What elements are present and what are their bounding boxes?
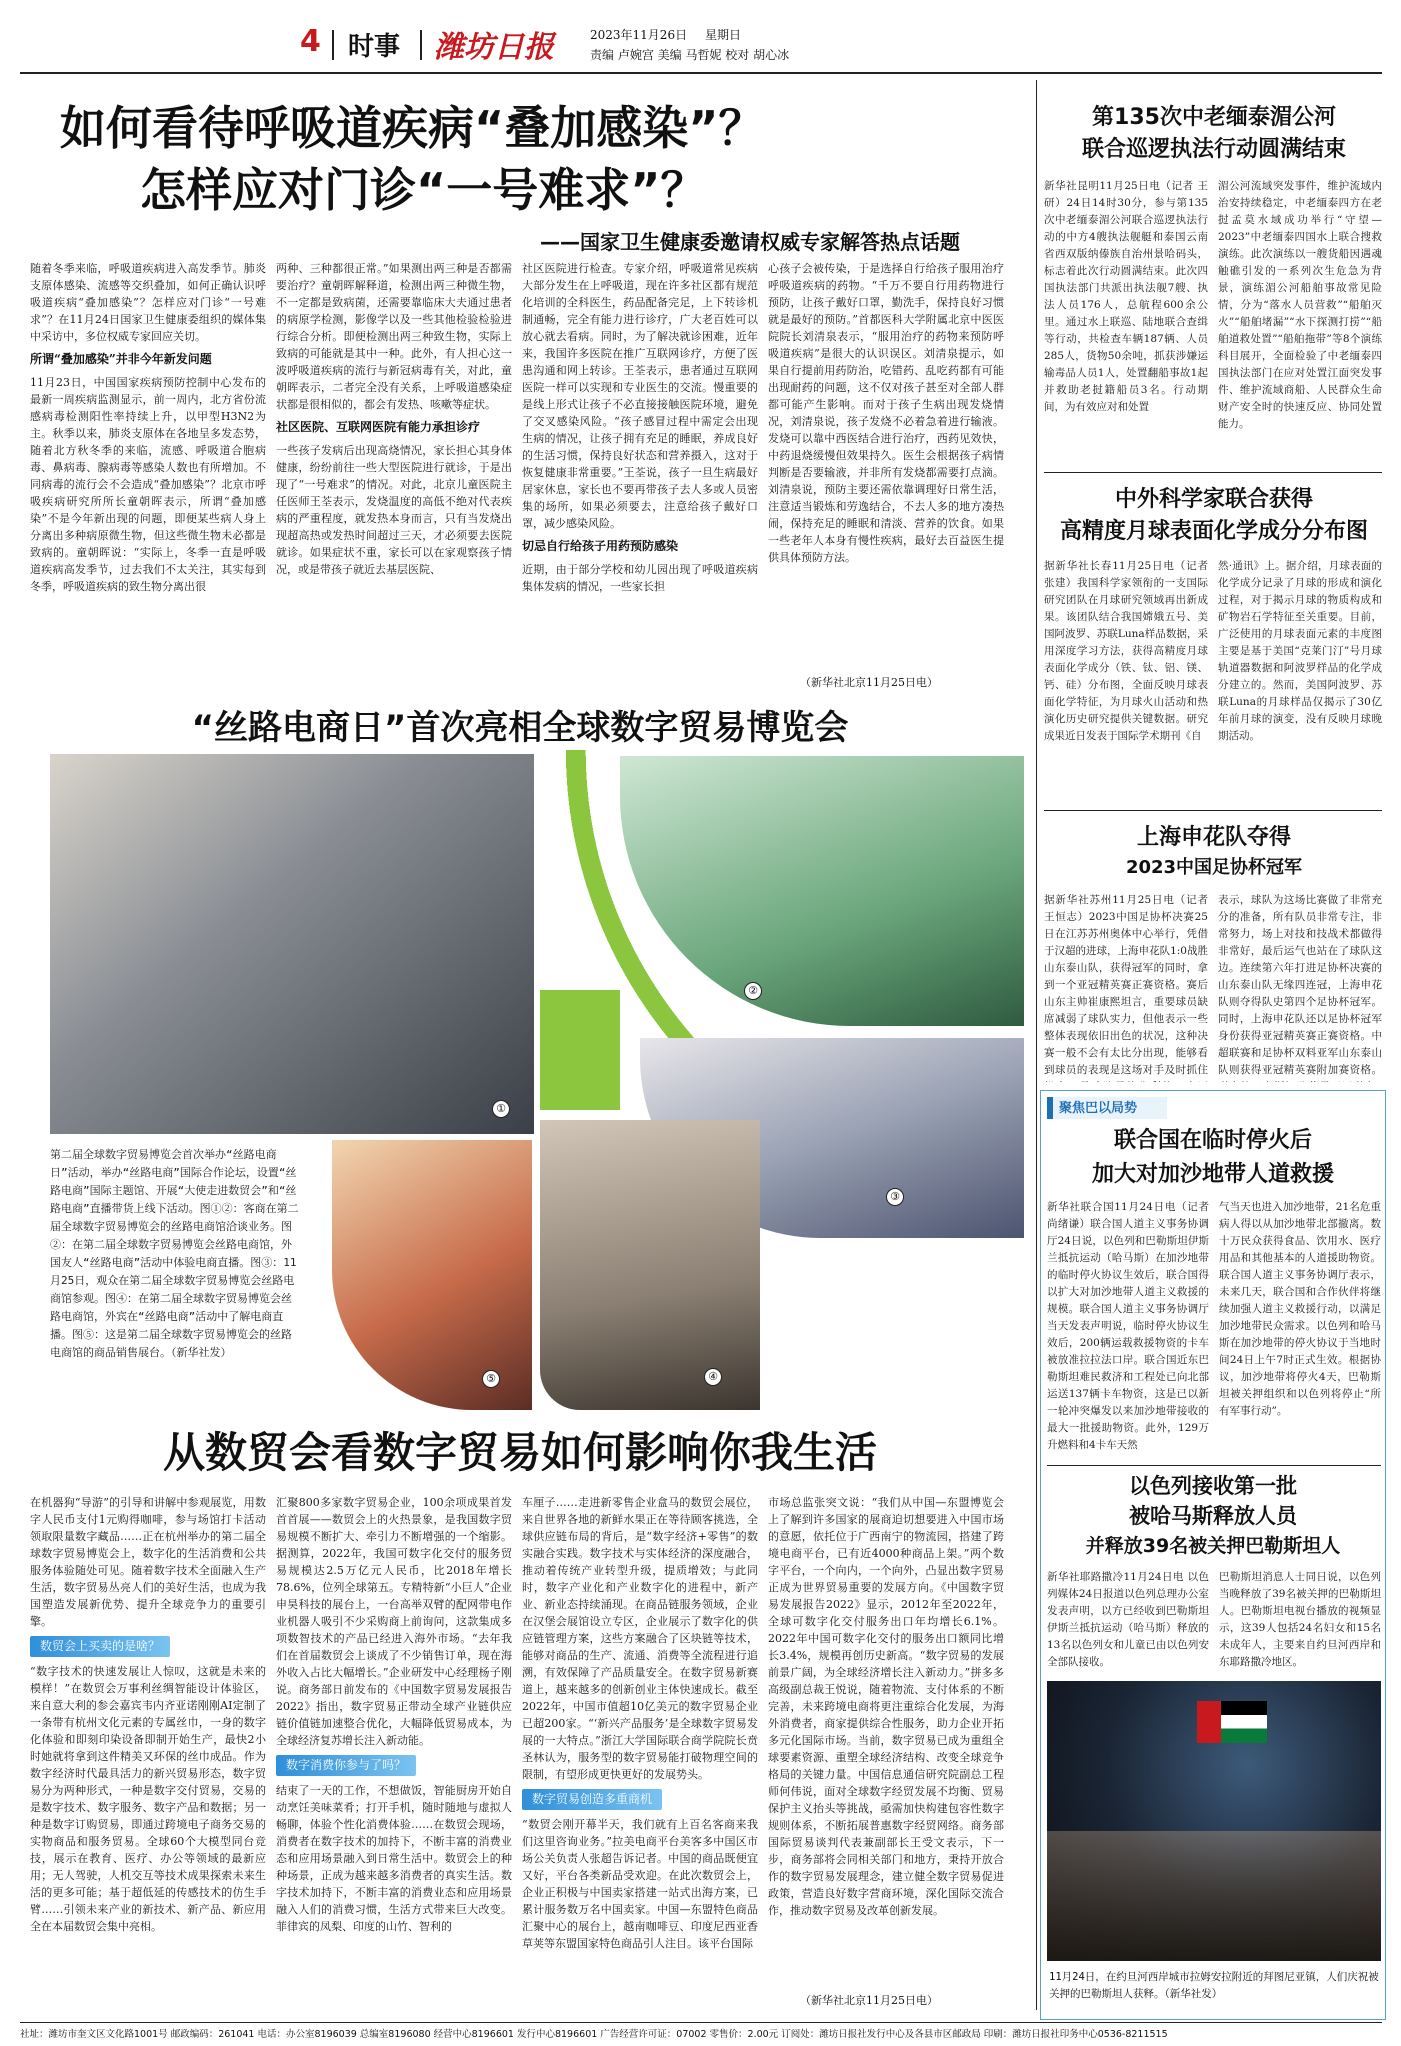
lead-headline-2: 怎样应对门诊“一号难求”？ <box>140 163 707 217</box>
focus-col-1: 新华社联合国11月24日电（记者 尚绪谦）联合国人道主义事务协调厅24日说，以色列和巴勒斯坦伊斯兰抵抗运动（哈马斯）在加沙地带的临时停火协议生效后，联合国得以扩大对加沙地带人道主义救援的规模。联合国人道主义事务协调厅当天发表声明说，临时停火协议生效后，200辆运载救援物资的卡车被放准拉拉法口岸。联合国近东巴勒斯坦难民救济和工程处已向北部运送137辆卡车物资，这是已以新一轮冲突爆发以来加沙地带接收的最大一批援助物资。此外，129万升燃料和4卡车天然 <box>1047 1201 1209 1451</box>
focus-col-2: 气当天也进入加沙地带，21名危重病人得以从加沙地带北部撤离。数十万民众获得食品、饮用水、医疗用品和其他基本的人道援助物资。联合国人道主义事务协调厅表示，未来几天，联合国和合作伙伴将继续加强人道主义救援行动，以满足加沙地带民众需求。以色列和哈马斯在加沙地带的停火协议于当地时间24日上午7时正式生效。根据协议，加沙地带将停火4天，巴勒斯坦被关押组织和以色列将停止“所有军事行动”。 <box>1219 1201 1381 1417</box>
right-rule-1 <box>1044 472 1382 473</box>
focus-headline-2a: 以色列接收第一批 <box>1129 1474 1297 1498</box>
footer-info: 社址：潍坊市奎文区文化路1001号 邮政编码：261041 电话：办公室8196039 总编室8196080 经营中心8196601 发行中心8196601 广告经营许可证：07002 零售价：2.00元 订阅处：潍坊日报社发行中心及各县市区邮政局 印刷：潍坊日报社印务中心0536-8211515 <box>20 2029 1168 2040</box>
trade-col-3-body: 车厘子……走进新零售企业盒马的数贸会展位，来自世界各地的新鲜水果正在等待顾客挑选，全球供应链布局的背后，是“数字经济+零售”的数实融合实践。数字技术与实体经济的深度融合，推动着传统产业转型升级，提质增效；与此同时，数字产业化和产业数字化的进程中，新产业、新业态持续涌现。在商品链服务领域，企业在汉堡会展馆设立专区，企业展示了数字化的供应链管理方案，这些方案融合了区块链等技术，能够对商品的生产、流通、消费等全流程进行追溯，有效保障了产品质量安全。在数字贸易新赛道上，越来越多的创新创业主体快速成长。截至2022年，中国市值超10亿美元的数字贸易企业已超200家。“‘新兴产品服务’是全球数字贸易发展的一大特点。”浙江大学国际联合商学院院长贲圣林认为，服务型的数字贸易能打破物理空间的限制，有望形成更快更好的发展势头。 <box>522 1496 758 1781</box>
trade-story <box>20 1422 1030 2012</box>
photo-label-5: ⑤ <box>482 1370 500 1388</box>
footer-rule <box>20 2022 1382 2023</box>
football-headline-2: 2023中国足协杯冠军 <box>1125 857 1303 878</box>
silk-road-headline: “丝路电商日”首次亮相全球数字贸易博览会 <box>191 708 849 748</box>
focus-photo <box>1047 1681 1381 1961</box>
trade-col-4 <box>768 1494 1004 1989</box>
mekong-col-1: 新华社昆明11月25日电（记者 王研）24日14时30分，参与第135次中老缅泰湄公河联合巡逻执法行动的中方4艘执法舰艇和泰国云南省西双版纳傣族自治州景哈码头，标志着此次行动圆满结束。此次四国执法部门共派出执法舰7艘、执法人员176人，总航程600余公里。通过水上联巡、陆地联合查缉等行动，共检查车辆187辆、人员285人，货物50余吨，抓获涉嫌运输毒品人员1人，处置翻船事故1起并救助老挝籍船员3名。行动期间，为有效应对和处置 <box>1044 180 1208 413</box>
photo-1 <box>50 754 534 1134</box>
silk-road-caption: 第二届全球数字贸易博览会首次举办“丝路电商日”活动，举办“丝路电商”国际合作论坛，设置“丝路电商”国际主题馆、开展“大使走进数贸会”和“丝路电商”直播带货上线下活动。图①②：客商在第二届全球数字贸易博览会的丝路电商馆洽谈业务。图②：在第二届全球数字贸易博览会丝路电商馆，外国友人“丝路电商”活动中体验电商直播。图③：11月25日，观众在第二届全球数字贸易博览会丝路电商馆参观。图④：在第二届全球数字贸易博览会丝路电商馆，外宾在“丝路电商”活动中了解电商直播。图⑤：这是第二届全球数字贸易博览会的丝路电商馆的商品销售展台。（新华社发） <box>50 1148 299 1359</box>
focus-headline-1b: 加大对加沙地带人道救援 <box>1091 1162 1334 1187</box>
lead-col-4-body: 心孩子会被传染，于是选择自行给孩子服用治疗呼吸道疾病的药物。“千万不要自行用药物进行预防，让孩子戴好口罩，勤洗手，保持良好习惯就是最好的预防。”首都医科大学附属北京中医医院院长刘清泉表示，“服用治疗的药物来预防呼吸道疾病”是很大的认识误区。刘清泉提示，如果自行提前用药防治，吃错药、乱吃药都有可能出现耐药的问题，这不仅对孩子甚至对全部人群都可能产生影响。而对于孩子生病出现发烧情况，刘清泉说，孩子发烧不必着急着进行输液。发烧可以靠中西医结合进行治疗，西药见效快，中药退烧缓慢但效果持久。医生会根据孩子病情判断是否要输液，并非所有发烧都需要打点滴。刘清泉说，预防主要还需依靠调理好日常生活，注意适当锻炼和劳逸结合，不去人多的地方凑热闹，保持充足的睡眠和清淡、营养的饮食。如果一些老年人本身有慢性疾病，最好去百益医生提供具体预防方法。 <box>768 262 1004 564</box>
football-headline-1: 上海申花队夺得 <box>1136 825 1291 850</box>
lead-subtitle: ——国家卫生健康委邀请权威专家解答热点话题 <box>540 230 960 254</box>
mekong-col-2: 湄公河流域突发事件，维护流域内治安持续稳定，中老缅泰四方在老挝孟莫水域成功举行“守望—2023”中老缅泰四国水上联合搜救演练。此次演练以一艘货船因遇魂触礁引发的一系列次生危急为背景，演练湄公河船舶事故常见险情，分为“落水人员营救”“船舶灭火”“船舶堵漏”“水下探测打捞”“船舶道救处置”“船舶拖带”等8个演练科目展开，全面检验了中老缅泰四国执法部门在应对处置江面突发事件、维护流域商船、人民群众生命财产安全时的快速反应、协同处置能力。 <box>1218 180 1382 430</box>
focus-headline-1a: 联合国在临时停火后 <box>1113 1128 1312 1153</box>
lead-col-2-body: 两种、三种都很正常。”如果测出两三种是否都需要治疗？童朝晖解释道，检测出两三种微生物，不一定都是致病菌，还需要靠临床大夫通过患者的病原学检测，影像学以及一些其他检验检验进行综合分析。即便检测出两三种致生物，实际上致病的可能就是其中一种。此外，有人担心这一波呼吸道疾病的流行与新冠病毒有关，对此，童朝晖表示，二者完全没有关系，上呼吸道感染症状都是很相似的，都会有发热、咳嗽等症状。 <box>276 262 512 411</box>
masthead-divider-2 <box>420 30 422 60</box>
trade-col-3 <box>522 1494 758 2009</box>
crowd-shape <box>1047 1831 1381 1961</box>
trade-col-4-body: 市场总监张突文说：“我们从中国—东盟博览会上了解到许多国家的展商迫切想要进入中国市场的意愿，依托位于广西南宁的物流园，搭建了跨境电商平台，已有近4000种商品上架。”两个数字平台，一个向内，一个向外，凸显出数字贸易正成为世界贸易重要的发展方向。《中国数字贸易发展报告2022》显示，2012年至2022年，全球可数字化交付服务出口年均增长6.1%。2022年中国可数字化交付的服务出口额同比增长3.4%，规模再创历史新高。“数字贸易的发展前景广阔，为全球经济增长注入新动力。”拼多多高级副总裁王悦说，随着物流、支付体系的不断完善，未来跨境电商将更注重综合化发展，为海外消费者，商家提供综合性服务，助力企业开拓多元化国际市场。当前，数字贸易已成为重组全球要素资源、重塑全球经济结构、改变全球竞争格局的关键力量。中国信息通信研究院副总工程师何伟说，面对全球数字经贸发展不均衡、贸易保护主义抬头等挑战，亟需加快构建包容性数字规则体系，不断拓展普惠数字经贸网络。商务部国际贸易谈判代表兼副部长王受文表示，下一步，商务部将会同相关部门和地方，秉持开放合作的数字贸易发展理念，建立健全数字贸易促进政策，营造良好数字营商环境，深化国际交流合作，推动数字贸易及改革创新发展。 <box>768 1496 1004 1917</box>
trade-subhead-2: 数字消费你参与了吗？ <box>276 1755 416 1776</box>
moon-headline-2: 高精度月球表面化学成分分布图 <box>1059 519 1368 544</box>
silk-road-feature <box>20 700 1030 1420</box>
trade-headline: 从数贸会看数字贸易如何影响你我生活 <box>162 1428 877 1477</box>
football-col-2: 表示，球队为这场比赛做了非常充分的准备，所有队员非常专注，非常努力，场上对技和技战术都做得非常好，最后运气也站在了球队这边。连续第六年打进足协杯决赛的山东泰山队无缘四连冠，上海申花队则夺得队史第四个足协杯冠军。同时，上海申花队还以足协杯冠军身份获得亚冠精英赛正赛资格。中超联赛和足协杯双料亚军山东泰山队则获得亚冠精英赛附加赛资格。 <box>1218 894 1382 1076</box>
football-story <box>1044 816 1384 1084</box>
mekong-headline-2: 联合巡逻执法行动圆满结束 <box>1081 137 1346 162</box>
lead-col-3 <box>522 260 758 690</box>
right-rule-2 <box>1044 810 1382 811</box>
masthead-divider <box>332 30 334 60</box>
focus-box <box>1040 1090 1386 2020</box>
lead-credit: （新华社北京11月25日电） <box>800 676 938 689</box>
moon-headline-1: 中外科学家联合获得 <box>1114 487 1313 512</box>
trade-intro: 在机器狗“导游”的引导和讲解中参观展览，用数字人民币支付1元购得咖啡，参与场馆打卡活动领取限量数字藏品……正在杭州举办的第二届全球数字贸易博览会上，数字化的生活消费和公共服务体验随处可见。随着数字技术全面融入生产生活，数字贸易丛亮人们的美好生活，也成为我国塑造发展新优势、提升全球竞争力的重要引擎。 <box>30 1496 266 1628</box>
masthead-rule <box>20 72 1382 74</box>
weekday: 星期日 <box>705 28 742 42</box>
focus-section-label: 聚焦巴以局势 <box>1059 1101 1138 1116</box>
trade-col-3-body-b: “数贸会刚开幕半天，我们就有上百名客商来我们这里咨询业务。”拉美电商平台美客多中国区市场公关负责人张超告诉记者。中国的商品既便宜又好，平台各类新品受欢迎。在此次数贸会上，企业正积极与中国卖家搭建一站式出海方案，已累计服务数万名中国卖家。中国—东盟特色商品汇聚中心的展台上，越南咖啡豆、印度尼西亚香草荚等东盟国家特色商品引人注目。该平台国际 <box>522 1818 758 1950</box>
mekong-story <box>1044 80 1384 470</box>
photo-label-4: ④ <box>704 1368 722 1386</box>
editors: 责编 卢婉宫 美编 马哲妮 校对 胡心冰 <box>590 48 790 62</box>
trade-col-1 <box>30 1494 266 2009</box>
lead-headline-1: 如何看待呼吸道疾病“叠加感染”？ <box>60 101 765 155</box>
lead-col-3-body-b: 近期，由于部分学校和幼儿园出现了呼吸道疾病集体发病的情况，一些家长担 <box>522 563 758 593</box>
trade-col-1-body: “数字技术的快速发展让人惊叹，这就是未来的模样！”在数贸会万事利丝绸智能设计体验区，来自意大利的参会嘉宾韦内齐亚诺刚刚AI定制了一条带有杭州文化元素的专属丝巾，一身的数字化体验和即刻印染设备即制开始生产，最快2小时她就将拿到这件精美又环保的丝巾成品。作为数字经济时代最具活力的新兴贸易形态，数字贸易分为两种形式，一种是数字交付贸易，交易的是数字技术、数字服务、数字产品和数据；另一种是数字订购贸易，即通过跨境电子商务交易的实物商品和服务贸易。全球60个大模型同台竞技，展示在教育、医疗、办公等领域的最新应用；无人驾驶，人机交互等技术成果探索未来生活的更多可能；基于超低延的传感技术的仿生手臂……引领未来产业的新技术、新产品、新应用全在本届数贸会集中亮相。 <box>30 1665 266 1933</box>
moon-col-1: 据新华社长春11月25日电（记者 张建）我国科学家领衔的一支国际研究团队在月球研究领域再出新成果。该团队结合我国嫦娥五号、美国阿波罗、苏联Luna样品数据，采用深度学习方法，获得高精度月球表面化学成分（铁、钛、铝、镁、钙、硅）分布图，全面反映月球表面化学特征，为月球火山活动和热演化历史研究提供关键数据。研究成果近日发表于国际学术期刊《自 <box>1044 560 1208 742</box>
trade-col-2-body: 汇聚800多家数字贸易企业，100余项成果首发首首展——数贸会上的火热景象，是我国数字贸易规模不断扩大、牵引力不断增强的一个缩影。据测算，2022年，我国可数字化交付的服务贸易规模达2.5万亿元人民币，比2018年增长78.6%，位列全球第五。专精特新“小巨人”企业申昊科技的展台上，一台高举双臂的配网带电作业机器人吸引不少采购商上前询问，这款集成多项数智技术的产品已经进入海外市场。“去年我们在首届数贸会上谈成了不少销售订单，现在海外收入占比大幅增长。”企业研发中心经理杨子刚说。商务部日前发布的《中国数字贸易发展报告2022》指出，数字贸易正带动全球产业链供应链价值链加速整合优化，大幅降低贸易成本，为全球经济复苏增长注入新动能。 <box>276 1496 512 1747</box>
mekong-headline-1: 第135次中老缅泰湄公河 <box>1092 105 1336 130</box>
focus-headline-2b: 被哈马斯释放人员 <box>1129 1504 1297 1528</box>
photo-label-1: ① <box>492 1100 510 1118</box>
lead-story <box>20 78 1030 698</box>
lead-col-4 <box>768 260 1004 670</box>
lead-subhead-2: 社区医院、互联网医院有能力承担诊疗 <box>276 420 481 434</box>
photo-4 <box>540 1120 760 1410</box>
issue-date: 2023年11月26日 <box>590 28 688 42</box>
lead-subhead-3: 切忌自行给孩子用药预防感染 <box>522 539 679 553</box>
trade-col-2-body-b: 结束了一天的工作，不想做饭，智能厨房开始自动烹饪美味菜肴；打开手机，随时随地与虚拟人畅聊，体验个性化消费体验……在数贸会现场，消费者在数字技术的加持下，不断丰富的消费业态和应用场景融入到日常生活中。数贸会上的种种场景，正成为越来越多消费者的真实生活。数字技术加持下，不断丰富的消费业态和应用场景融入人们的消费习惯，生活方式带来巨大改变。菲律宾的凤梨、印度的山竹、智利的 <box>276 1784 512 1933</box>
trade-col-2 <box>276 1494 512 2009</box>
focus-col-4: 巴勒斯坦消息人士同日说，以色列当晚释放了39名被关押的巴勒斯坦人。巴勒斯坦电视台播放的视频显示，这39人包括24名妇女和15名未成年人，主要来自约旦河西岸和东耶路撒冷地区。 <box>1219 1571 1381 1668</box>
focus-rule <box>1047 1465 1381 1466</box>
lead-col-2 <box>276 260 512 690</box>
column-divider <box>1036 80 1037 2010</box>
focus-label-bg <box>1047 1097 1167 1119</box>
lead-intro: 随着冬季来临，呼吸道疾病进入高发季节。肺炎支原体感染、流感等交织叠加，如何正确认识呼吸道疾病“叠加感染”？怎样应对门诊“一号难求”？在11月24日国家卫生健康委组织的媒体集中采访中，多位权威专家回应关切。 <box>30 262 266 343</box>
moon-col-2: 然·通讯》上。据介绍，月球表面的化学成分记录了月球的形成和演化过程，对于揭示月球的物质构成和矿物岩石学特征至关重要。目前，广泛使用的月球表面元素的丰度图主要是基于美国“克莱门汀”号月球轨道器数据和阿波罗样品的化学成分建立的。然而，美国阿波罗、苏联Luna的月球样品仅揭示了30亿年前月球的演变，没有反映月球晚期活动。 <box>1218 560 1382 742</box>
lead-col-2-body-b: 一些孩子发病后出现高烧情况，家长担心其身体健康，纷纷前往一些大型医院进行就诊，于是出现了“一号难求”的情况。对此，北京儿童医院主任医师王荃表示，发烧温度的高低不绝对代表疾病的严重程度，就发热本身而言，只有当发烧出现超高热或发热时间超过三天，才必须要去医院就诊。如果症状不重，家长可以在家观察孩子情况，或是带孩子就近去基层医院、 <box>276 444 512 576</box>
football-col-1: 据新华社苏州11月25日电（记者 王恒志）2023中国足协杯决赛25日在江苏苏州奥体中心举行，凭借于汉超的进球，上海申花队1:0战胜山东泰山队，获得冠军的同时，拿到一个亚冠精英赛正赛资格。赛后山东主帅崔康熙坦言，重要球员缺席减弱了球队实力，但他表示一些整体表现依旧出色的状况，这种决赛一般不会有太比分出现，能够看到球员的表现是这场对手及时抓住 <box>1044 894 1208 1076</box>
focus-col-3: 新华社耶路撒冷11月24日电 以色列媒体24日报道以色列总理办公室发表声明，以方已经收到巴勒斯坦伊斯兰抵抗运动（哈马斯）释放的13名以色列女和儿童已由以色列安全部队接收。 <box>1047 1571 1209 1668</box>
page-number: 4 <box>300 24 321 59</box>
moon-story <box>1044 478 1384 808</box>
lead-col-1-body: 11月23日，中国国家疾病预防控制中心发布的最新一周疾病监测显示，前一周内，北方省份流感病毒检测阳性率持续上升，以甲型H3N2为主。秋季以来，肺炎支原体在各地呈多发态势，随着北方秋冬季的来临，流感、呼吸道合胞病毒、鼻病毒、腺病毒等感染人数也有所增加。不同病毒的流行会不会造成“叠加感染”？北京市呼吸疾病研究所所长童朝晖表示，所谓“叠加感染”不是今年新出现的问题，即便某些病人身上分离出多种病原微生物，但这些微生物未必都是致病的。童朝晖说：“实际上，冬季一直是呼吸道疾病高发季节，过去我们不太关注，其实每到冬季，呼吸道疾病的致生物分离出很 <box>30 376 266 593</box>
masthead <box>300 22 1060 72</box>
trade-subhead-3: 数字贸易创造多重商机 <box>522 1789 662 1810</box>
flag-shape <box>1197 1701 1267 1743</box>
focus-headline-2c: 并释放39名被关押巴勒斯坦人 <box>1085 1535 1341 1557</box>
lead-col-3-body: 社区医院进行检查。专家介绍，呼吸道常见疾病大部分发生在上呼吸道，现在许多社区都有规范化培训的全科医生，药品配备完足，上下转诊机制通畅，完全有能力进行诊疗，广大老百姓可以放心就去看病。同时，为了解决就诊困难，近年来，我国许多医院在推广互联网诊疗，方便了医患沟通和网上转诊。王荃表示，患者通过互联网医院一样可以实现和专业医生的交流。慢重要的是线上形式让孩子不必直接接触医院环境，避免了交叉感染风险。“孩子感冒过程中需定会出现生病的情况，让孩子拥有充足的睡眠，养成良好的生活习惯，保持良好状态和营养摄入，这对于恢复健康非常重要。”王荃说，孩子一旦生病最好居家休息，家长也不要再带孩子去人多或人员密集的场所，如果必须要去，注意给孩子戴好口罩，减少感染风险。 <box>522 262 758 530</box>
trade-credit: （新华社北京11月25日电） <box>800 1994 938 2007</box>
trade-subhead-1: 数贸会上买卖的是啥？ <box>30 1636 170 1657</box>
focus-photo-caption: 11月24日，在约旦河西岸城市拉姆安拉附近的拜图尼亚镇，人们庆祝被关押的巴勒斯坦人获释。（新华社发） <box>1049 1971 1379 2000</box>
photo-label-3: ③ <box>886 1188 904 1206</box>
section-name: 时事 <box>348 32 401 62</box>
green-wedge <box>540 990 620 1110</box>
lead-col-1 <box>30 260 266 690</box>
lead-subhead-1: 所谓“叠加感染”并非今年新发问题 <box>30 352 212 366</box>
photo-label-2: ② <box>744 982 762 1000</box>
paper-logo: 潍坊日报 <box>434 30 554 65</box>
